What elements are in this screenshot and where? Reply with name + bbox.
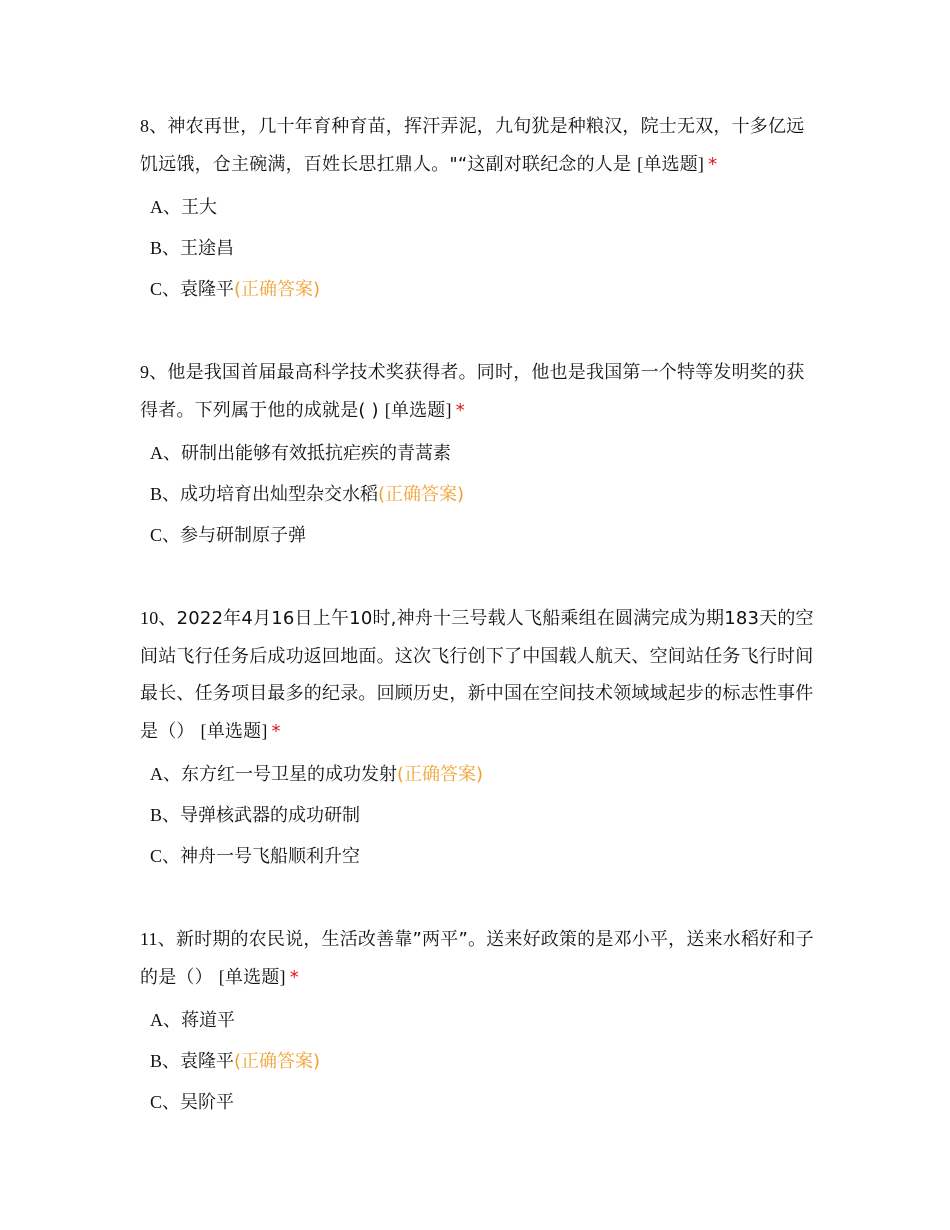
option-letter: C、 <box>150 279 181 299</box>
option-b[interactable] <box>140 474 815 515</box>
question-8 <box>140 108 815 310</box>
question-body: 新时期的农民说，生活改善靠”两平”。送来好政策的是邓小平，送来水稻好和子的是（） <box>140 929 814 988</box>
option-text: 神舟一号飞船顺利升空 <box>180 846 361 867</box>
option-letter: A、 <box>150 1010 181 1030</box>
question-text <box>140 921 815 996</box>
question-type-tag: [单选题] <box>637 153 705 174</box>
question-text <box>140 354 815 429</box>
option-c[interactable] <box>140 1082 815 1123</box>
option-text: 王大 <box>181 197 217 218</box>
question-body: 2022年4月16日上午10时,神舟十三号载人飞船乘组在圆满完成为期183天的空间站飞行任务后成功返回地面。这次飞行创下了中国载人航天、空间站任务飞行时间最长、任务项目最多的纪录。回顾历史，新中国在空间技术领域域起步的标志性事件是（） <box>140 608 814 742</box>
question-10 <box>140 600 815 877</box>
question-type-tag: [单选题] <box>218 966 286 987</box>
question-type-tag: [单选题] <box>384 399 452 420</box>
option-list <box>140 1000 815 1123</box>
required-star: * <box>708 153 718 175</box>
required-star: * <box>289 966 299 988</box>
question-number: 8、 <box>140 116 168 136</box>
option-letter: B、 <box>150 1051 181 1071</box>
question-number: 11、 <box>140 929 176 949</box>
option-text: 导弹核武器的成功研制 <box>180 805 361 826</box>
question-11 <box>140 921 815 1123</box>
option-letter: A、 <box>150 197 181 217</box>
option-list <box>140 754 815 877</box>
option-a[interactable] <box>140 754 815 795</box>
correct-answer-label: (正确答案) <box>234 1051 321 1072</box>
option-text: 吴阶平 <box>180 1092 235 1113</box>
option-letter: C、 <box>150 525 181 545</box>
option-c[interactable] <box>140 515 815 556</box>
option-c[interactable] <box>140 836 815 877</box>
option-text: 成功培育出灿型杂交水稻 <box>180 484 379 505</box>
option-letter: B、 <box>150 238 181 258</box>
question-number: 9、 <box>140 362 168 382</box>
option-letter: C、 <box>150 846 181 866</box>
option-c[interactable] <box>140 269 815 310</box>
option-a[interactable] <box>140 1000 815 1041</box>
option-text: 王途昌 <box>180 238 235 259</box>
question-9 <box>140 354 815 556</box>
question-text <box>140 600 815 750</box>
question-number: 10、 <box>140 608 177 628</box>
correct-answer-label: (正确答案) <box>234 279 321 300</box>
option-letter: A、 <box>150 443 181 463</box>
question-body: 他是我国首届最高科学技术奖获得者。同时，他也是我国第一个特等发明奖的获得者。下列属于他的成就是( ) <box>140 362 805 421</box>
required-star: * <box>455 399 465 421</box>
required-star: * <box>271 720 281 742</box>
correct-answer-label: (正确答案) <box>378 484 465 505</box>
option-list <box>140 187 815 310</box>
option-b[interactable] <box>140 795 815 836</box>
quiz-document <box>140 108 815 1123</box>
question-body: 神农再世，几十年育种育苗，挥汗弄泥，九旬犹是种粮汉，院士无双，十多亿远饥远饿，仓主碗满，百姓长思扛鼎人。"“这副对联纪念的人是 <box>140 116 805 175</box>
option-letter: B、 <box>150 484 181 504</box>
option-a[interactable] <box>140 433 815 474</box>
option-a[interactable] <box>140 187 815 228</box>
option-text: 袁隆平 <box>180 1051 235 1072</box>
option-text: 参与研制原子弹 <box>180 525 307 546</box>
correct-answer-label: (正确答案) <box>397 764 484 785</box>
option-letter: A、 <box>150 764 181 784</box>
option-letter: C、 <box>150 1092 181 1112</box>
option-text: 研制出能够有效抵抗疟疾的青蒿素 <box>181 443 451 464</box>
question-text <box>140 108 815 183</box>
option-letter: B、 <box>150 805 181 825</box>
option-b[interactable] <box>140 1041 815 1082</box>
question-type-tag: [单选题] <box>200 720 268 741</box>
option-b[interactable] <box>140 228 815 269</box>
option-text: 东方红一号卫星的成功发射 <box>181 764 397 785</box>
option-list <box>140 433 815 556</box>
option-text: 袁隆平 <box>180 279 235 300</box>
option-text: 蒋道平 <box>181 1010 235 1031</box>
